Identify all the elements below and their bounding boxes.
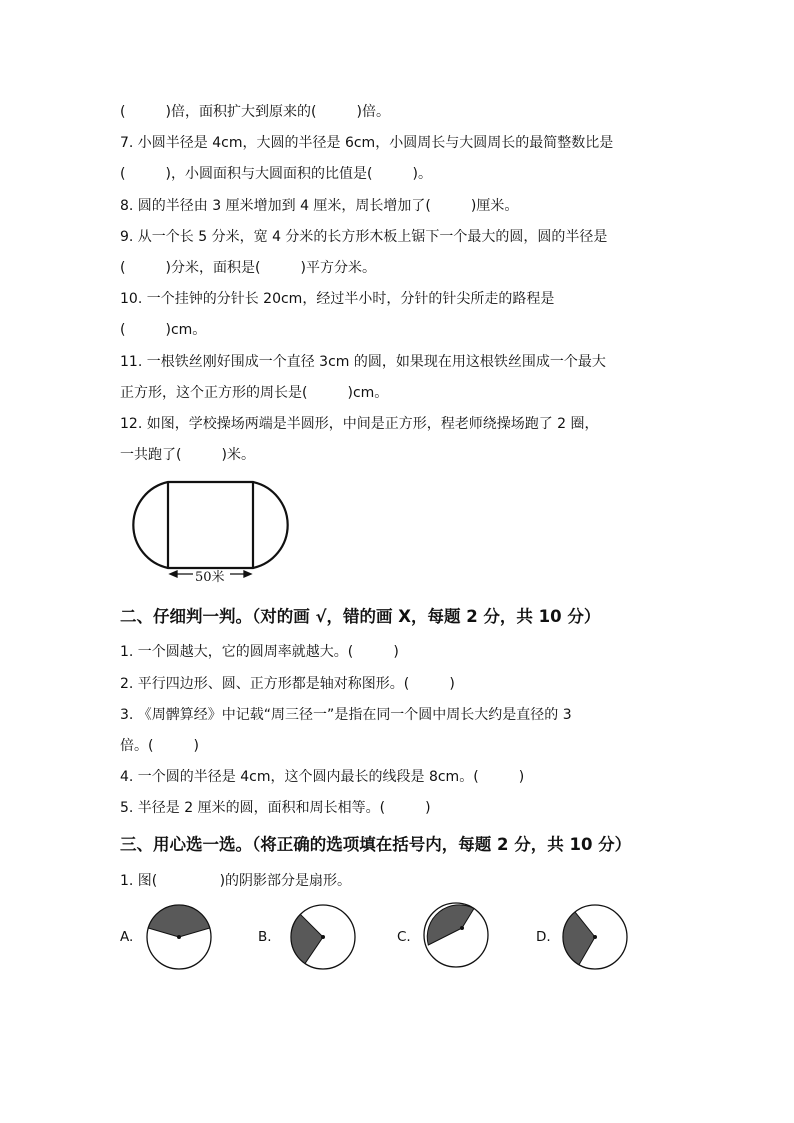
section2-heading: 二、仔细判一判。（对的画 √，错的画 X，每题 2 分，共 10 分） — [120, 607, 601, 626]
q11-line2: 正方形，这个正方形的周长是( )cm。 — [120, 385, 389, 401]
judge-q3-line1: 3. 《周髀算经》中记载“周三径一”是指在同一个圆中周长大约是直径的 3 — [120, 707, 572, 723]
option-d-figure — [563, 905, 627, 969]
q12-line1: 12. 如图，学校操场两端是半圆形，中间是正方形，程老师绕操场跑了 2 圈， — [120, 416, 599, 432]
dimension-label: 50米 — [195, 570, 225, 585]
option-b-label: B. — [258, 929, 272, 945]
q8: 8. 圆的半径由 3 厘米增加到 4 厘米，周长增加了( )厘米。 — [120, 198, 519, 214]
judge-q2: 2. 平行四边形、圆、正方形都是轴对称图形。( ) — [120, 676, 455, 692]
option-a-label: A. — [120, 929, 134, 945]
judge-q5: 5. 半径是 2 厘米的圆，面积和周长相等。( ) — [120, 800, 431, 816]
q9-line2: ( )分米，面积是( )平方分米。 — [120, 260, 376, 276]
choice-q1: 1. 图( )的阴影部分是扇形。 — [120, 873, 352, 889]
option-d-label: D. — [536, 929, 551, 945]
q12-line2: 一共跑了( )米。 — [120, 447, 255, 463]
q10-line1: 10. 一个挂钟的分针长 20cm，经过半小时，分针的针尖所走的路程是 — [120, 291, 555, 307]
q7-line1: 7. 小圆半径是 4cm，大圆的半径是 6cm，小圆周长与大圆周长的最简整数比是 — [120, 135, 614, 151]
q6-continuation: ( )倍，面积扩大到原来的( )倍。 — [120, 104, 390, 120]
section3-heading: 三、用心选一选。（将正确的选项填在括号内，每题 2 分，共 10 分） — [120, 835, 632, 854]
option-a-figure — [147, 905, 211, 969]
q10-line2: ( )cm。 — [120, 322, 207, 338]
judge-q1: 1. 一个圆越大，它的圆周率就越大。( ) — [120, 644, 399, 660]
judge-q4: 4. 一个圆的半径是 4cm，这个圆内最长的线段是 8cm。( ) — [120, 769, 525, 785]
option-c-figure — [424, 903, 488, 967]
q7-line2: ( )，小圆面积与大圆面积的比值是( )。 — [120, 166, 432, 182]
judge-q3-line2: 倍。( ) — [120, 738, 199, 754]
q9-line1: 9. 从一个长 5 分米，宽 4 分米的长方形木板上锯下一个最大的圆，圆的半径是 — [120, 229, 608, 245]
q11-line1: 11. 一根铁丝刚好围成一个直径 3cm 的圆，如果现在用这根铁丝围成一个最大 — [120, 354, 606, 370]
option-c-label: C. — [397, 929, 411, 945]
option-b-figure — [291, 905, 355, 969]
